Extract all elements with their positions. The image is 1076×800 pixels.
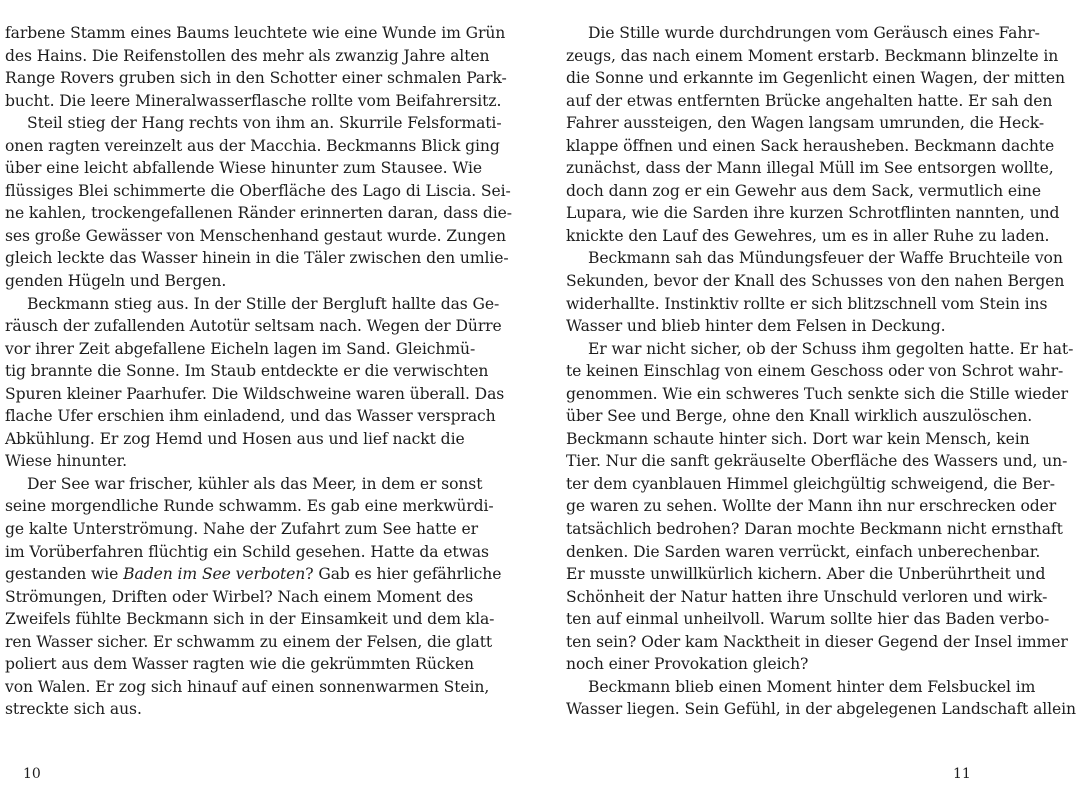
text-line: Strömungen, Driften oder Wirbel? Nach einem Moment des	[5, 587, 474, 606]
text-line: Schönheit der Natur hatten ihre Unschuld verloren und wirk-	[566, 587, 1048, 606]
text-line: die Sonne und erkannte im Gegenlicht einen Wagen, der mitten	[566, 69, 1065, 88]
text-line: tatsächlich bedrohen? Daran mochte Beckmann nicht ernsthaft	[566, 520, 1063, 539]
text-line: Fahrer aussteigen, den Wagen langsam umrunden, die Heck-	[566, 114, 1045, 133]
text-line: Beckmann schaute hinter sich. Dort war kein Mensch, kein	[566, 429, 1030, 448]
text-line: Zweifels fühlte Beckmann sich in der Einsamkeit und dem kla-	[5, 610, 495, 629]
text-line: Spuren kleiner Paarhufer. Die Wildschweine waren überall. Das	[5, 384, 505, 403]
text-line: flüssiges Blei schimmerte die Oberfläche des Lago di Liscia. Sei-	[5, 181, 511, 200]
text-line: genommen. Wie ein schweres Tuch senkte sich die Stille wieder	[566, 384, 1068, 403]
text-line: bucht. Die leere Mineralwasserflasche rollte vom Beifahrersitz.	[5, 91, 502, 110]
right-page-number: 11	[953, 766, 971, 782]
text-line: Er war nicht sicher, ob der Schuss ihm gegolten hatte. Er hat-	[588, 339, 1074, 358]
text-line: noch einer Provokation gleich?	[566, 655, 809, 674]
text-line: zeugs, das nach einem Moment erstarb. Beckmann blinzelte in	[566, 46, 1059, 65]
text-line: ge kalte Unterströmung. Nahe der Zufahrt zum See hatte er	[5, 520, 478, 539]
text-line: genden Hügeln und Bergen.	[5, 272, 227, 291]
text-line: von Walen. Er zog sich hinauf auf einen sonnenwarmen Stein,	[5, 677, 490, 696]
text-segment: gestanden wie	[5, 565, 124, 584]
text-line: knickte den Lauf des Gewehres, um es in aller Ruhe zu laden.	[566, 226, 1050, 245]
text-line: Lupara, wie die Sarden ihre kurzen Schrotflinten nannten, und	[566, 204, 1060, 223]
text-line: streckte sich aus.	[5, 700, 142, 719]
text-line: onen ragten vereinzelt aus der Macchia. Beckmanns Blick ging	[5, 136, 500, 155]
text-line: Abkühlung. Er zog Hemd und Hosen aus und lief nackt die	[5, 429, 465, 448]
text-line: doch dann zog er ein Gewehr aus dem Sack, vermutlich eine	[566, 181, 1041, 200]
text-line: Steil stieg der Hang rechts von ihm an. Skurrile Felsformati-	[27, 114, 502, 133]
text-line: ten sein? Oder kam Nacktheit in dieser Gegend der Insel immer	[566, 632, 1068, 651]
text-line: gleich leckte das Wasser hinein in die Täler zwischen den umlie-	[5, 249, 509, 268]
text-line: farbene Stamm eines Baums leuchtete wie eine Wunde im Grün	[5, 24, 506, 42]
text-line: widerhallte. Instinktiv rollte er sich blitzschnell vom Stein ins	[566, 294, 1048, 313]
text-line: seine morgendliche Runde schwamm. Es gab eine merkwürdi-	[5, 497, 494, 516]
text-line: tig brannte die Sonne. Im Staub entdeckte er die verwischten	[5, 362, 489, 381]
text-line: poliert aus dem Wasser ragten wie die gekrümmten Rücken	[5, 655, 474, 674]
text-line: klappe öffnen und einen Sack herausheben. Beckmann dachte	[566, 136, 1055, 155]
text-line: im Vorüberfahren flüchtig ein Schild gesehen. Hatte da etwas	[5, 542, 489, 561]
text-line: Beckmann stieg aus. In der Stille der Bergluft hallte das Ge-	[27, 294, 500, 313]
text-line: des Hains. Die Reifenstollen des mehr als zwanzig Jahre alten	[5, 46, 490, 65]
text-line: Beckmann blieb einen Moment hinter dem Felsbuckel im	[588, 677, 1036, 696]
text-line: auf der etwas entfernten Brücke angehalten hatte. Er sah den	[566, 91, 1053, 110]
emphasized-text: Baden im See verboten	[123, 565, 306, 584]
left-page-text	[5, 22, 512, 721]
left-page-number: 10	[23, 766, 41, 782]
text-line: ge waren zu sehen. Wollte der Mann ihn nur erschrecken oder	[566, 497, 1057, 516]
text-line: Der See war frischer, kühler als das Meer, in dem er sonst	[27, 474, 483, 493]
right-page-text	[566, 22, 1076, 721]
text-line: denken. Die Sarden waren verrückt, einfach unberechenbar.	[566, 542, 1041, 561]
text-line: ten auf einmal unheilvoll. Warum sollte hier das Baden verbo-	[566, 610, 1050, 629]
text-line: über See und Berge, ohne den Knall wirklich auszulöschen.	[566, 407, 1033, 426]
text-line: te keinen Einschlag von einem Geschoss oder von Schrot wahr-	[566, 362, 1064, 381]
text-line: über eine leicht abfallende Wiese hinunter zum Stausee. Wie	[5, 159, 483, 178]
text-line: ses große Gewässer von Menschenhand gestaut wurde. Zungen	[5, 226, 506, 245]
text-line: flache Ufer erschien ihm einladend, und das Wasser versprach	[5, 407, 496, 426]
text-line: Wiese hinunter.	[5, 452, 128, 471]
text-line: ter dem cyanblauen Himmel gleichgültig schweigend, die Ber-	[566, 474, 1055, 493]
text-line: räusch der zufallenden Autotür seltsam nach. Wegen der Dürre	[5, 317, 502, 336]
text-line: vor ihrer Zeit abgefallene Eicheln lagen im Sand. Gleichmü-	[5, 339, 476, 358]
text-line: Die Stille wurde durchdrungen vom Geräusch eines Fahr-	[588, 24, 1040, 42]
text-line	[5, 563, 502, 586]
text-line: zunächst, dass der Mann illegal Müll im See entsorgen wollte,	[566, 159, 1054, 178]
text-line: Wasser liegen. Sein Gefühl, in der abgelegenen Landschaft allein	[566, 700, 1076, 719]
text-line: Sekunden, bevor der Knall des Schusses von den nahen Bergen	[566, 272, 1065, 291]
text-line: Tier. Nur die sanft gekräuselte Oberfläche des Wassers und, un-	[566, 452, 1068, 471]
text-line: Range Rovers gruben sich in den Schotter einer schmalen Park-	[5, 69, 507, 88]
text-line: Er musste unwillkürlich kichern. Aber die Unberührtheit und	[566, 565, 1046, 584]
text-line: ren Wasser sicher. Er schwamm zu einem der Felsen, die glatt	[5, 632, 493, 651]
text-line: ne kahlen, trockengefallenen Ränder erinnerten daran, dass die-	[5, 204, 512, 223]
text-line: Beckmann sah das Mündungsfeuer der Waffe Bruchteile von	[588, 249, 1063, 268]
text-segment: ? Gab es hier gefährliche	[305, 565, 502, 584]
text-line: Wasser und blieb hinter dem Felsen in Deckung.	[566, 317, 946, 336]
